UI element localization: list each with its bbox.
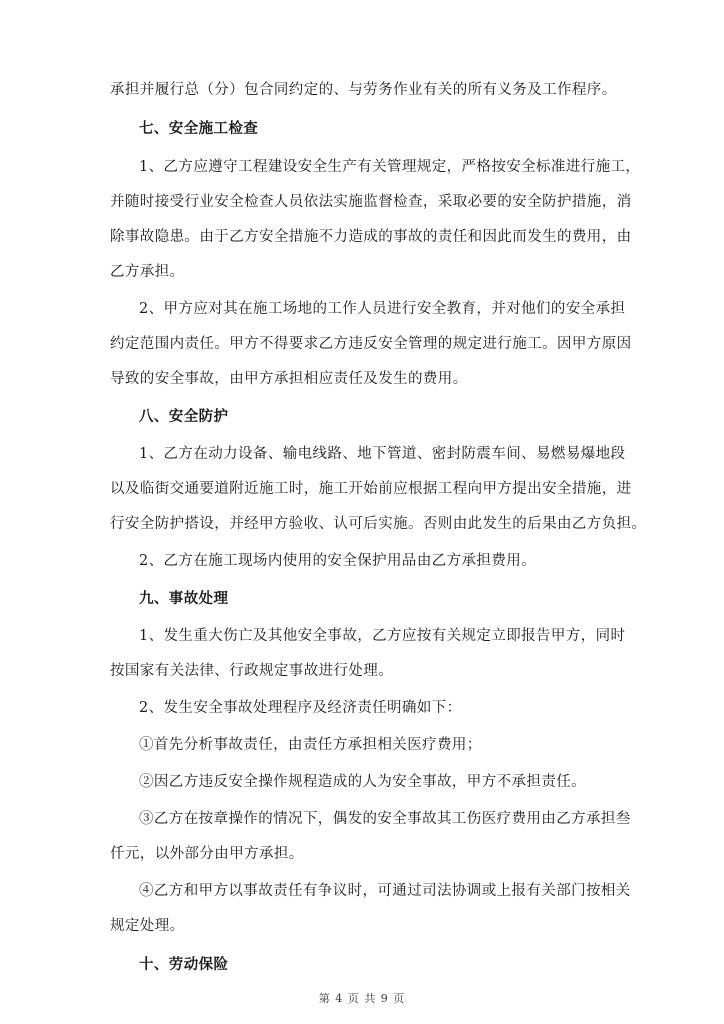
text-line: 2、发生安全事故处理程序及经济责任明确如下： <box>139 700 462 716</box>
text-line: 1、发生重大伤亡及其他安全事故，乙方应按有关规定立即报告甲方，同时 <box>139 628 626 644</box>
text-line: 以及临街交通要道附近施工时，施工开始前应根据工程向甲方提出安全措施，进 <box>110 481 632 497</box>
section-heading-7: 七、安全施工检查 <box>139 120 259 137</box>
section-heading-8: 八、安全防护 <box>139 408 229 425</box>
section-heading-9: 九、事故处理 <box>139 590 229 607</box>
text-line: ①首先分析事故责任，由责任方承担相关医疗费用； <box>139 737 482 753</box>
text-line: 2、甲方应对其在施工场地的工作人员进行安全教育，并对他们的安全承担 <box>139 301 626 317</box>
text-line: 除事故隐患。由于乙方安全措施不力造成的事故的责任和因此而发生的费用，由 <box>110 229 632 245</box>
text-line: 约定范围内责任。甲方不得要求乙方违反安全管理的规定进行施工。因甲方原因 <box>110 336 632 352</box>
text-line: 2、乙方在施工现场内使用的安全保护用品由乙方承担费用。 <box>139 553 537 569</box>
text-line: ④乙方和甲方以事故责任有争议时，可通过司法协调或上报有关部门按相关 <box>139 883 631 899</box>
section-heading-10: 十、劳动保险 <box>139 956 229 973</box>
text-line: 行安全防护搭设，并经甲方验收、认可后实施。否则由此发生的后果由乙方负担。 <box>110 516 647 532</box>
text-line: 1、乙方在动力设备、输电线路、地下管道、密封防震车间、易燃易爆地段 <box>139 446 626 462</box>
text-line: 乙方承担。 <box>110 264 185 280</box>
text-line: 规定处理。 <box>110 918 185 934</box>
text-line: 按国家有关法律、行政规定事故进行处理。 <box>110 663 394 679</box>
text-line: 导致的安全事故，由甲方承担相应责任及发生的费用。 <box>110 371 468 387</box>
text-line: 并随时接受行业安全检查人员依法实施监督检查，采取必要的安全防护措施，消 <box>110 194 632 210</box>
text-line: ③乙方在按章操作的情况下，偶发的安全事故其工伤医疗费用由乙方承担叁 <box>139 811 631 827</box>
text-line: 仟元，以外部分由甲方承担。 <box>110 846 304 862</box>
text-line: 承担并履行总（分）包合同约定的、与劳务作业有关的所有义务及工作程序。 <box>110 82 617 98</box>
page-footer: 第 4 页 共 9 页 <box>318 992 406 1005</box>
text-line: ②因乙方违反安全操作规程造成的人为安全事故，甲方不承担责任。 <box>139 774 586 790</box>
text-line: 1、乙方应遵守工程建设安全生产有关管理规定，严格按安全标准进行施工， <box>139 159 641 175</box>
